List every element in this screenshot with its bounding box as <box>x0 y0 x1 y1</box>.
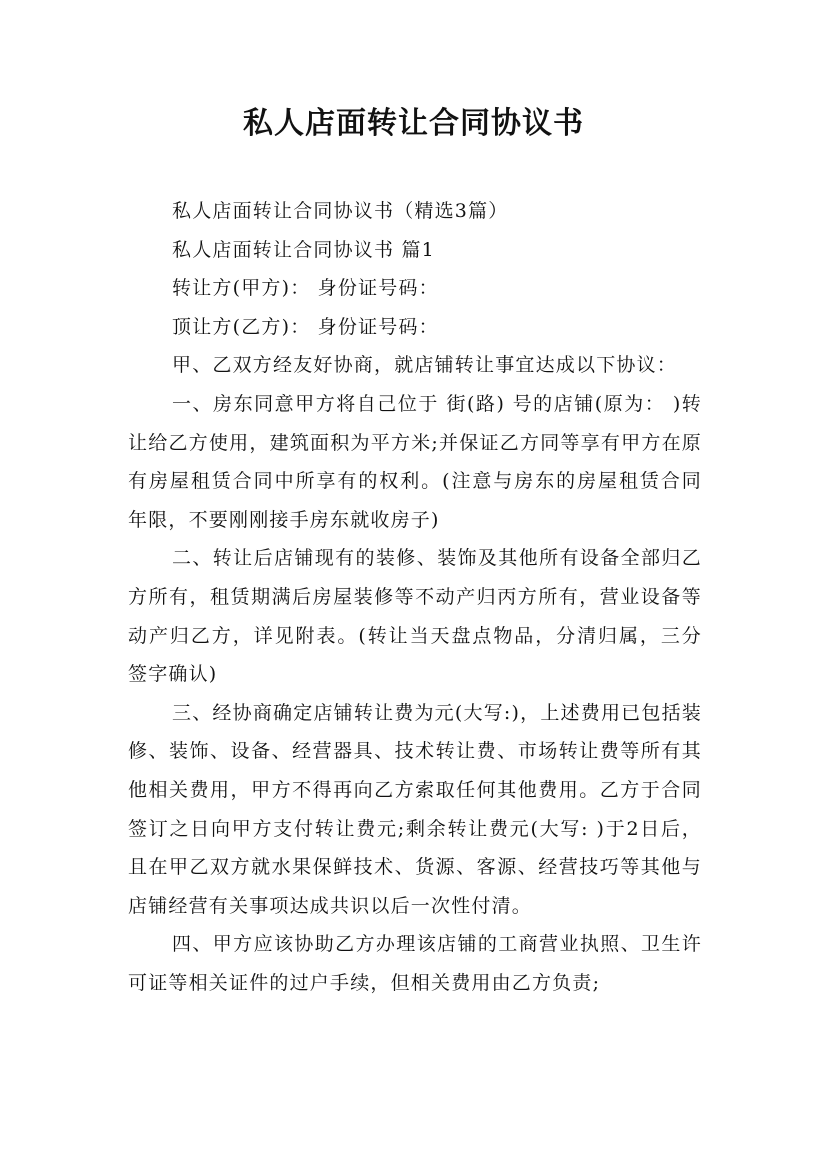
paragraph-transferor: 转让方(甲方)： 身份证号码： <box>172 277 439 300</box>
paragraph-clause-1: 一、房东同意甲方将自己位于 街(路) 号的店铺(原为： )转让给乙方使用，建筑面积为平方米;并保证乙方同等享有甲方在原有房屋租赁合同中所享有的权利。(注意与房东的房屋租赁合同年限，不要刚刚接手房东就收房子) <box>128 392 702 531</box>
paragraph-section-heading: 私人店面转让合同协议书 篇1 <box>172 238 435 261</box>
paragraph-clause-3: 三、经协商确定店铺转让费为元(大写:)，上述费用已包括装修、装饰、设备、经营器具、技术转让费、市场转让费等所有其他相关费用，甲方不得再向乙方索取任何其他费用。乙方于合同签订之日向甲方支付转让费元;剩余转让费元(大写: )于2日后，且在甲乙双方就水果保鲜技术、货源、客源、经营技巧等其他与店铺经营有关事项达成共识以后一次性付清。 <box>128 701 702 917</box>
document-title: 私人店面转让合同协议书 <box>243 106 584 141</box>
document-body <box>128 192 702 1002</box>
paragraph-clause-4: 四、甲方应该协助乙方办理该店铺的工商营业执照、卫生许可证等相关证件的过户手续，但相关费用由乙方负责; <box>128 933 702 994</box>
paragraph-transferee: 顶让方(乙方)： 身份证号码： <box>172 315 439 338</box>
paragraph-clause-2: 二、转让后店铺现有的装修、装饰及其他所有设备全部归乙方所有，租赁期满后房屋装修等不动产归丙方所有，营业设备等动产归乙方，详见附表。(转让当天盘点物品，分清归属，三分签字确认) <box>128 547 702 686</box>
paragraph-preamble: 甲、乙双方经友好协商，就店铺转让事宜达成以下协议： <box>172 354 678 377</box>
paragraph-subtitle: 私人店面转让合同协议书（精选3篇） <box>172 200 509 222</box>
